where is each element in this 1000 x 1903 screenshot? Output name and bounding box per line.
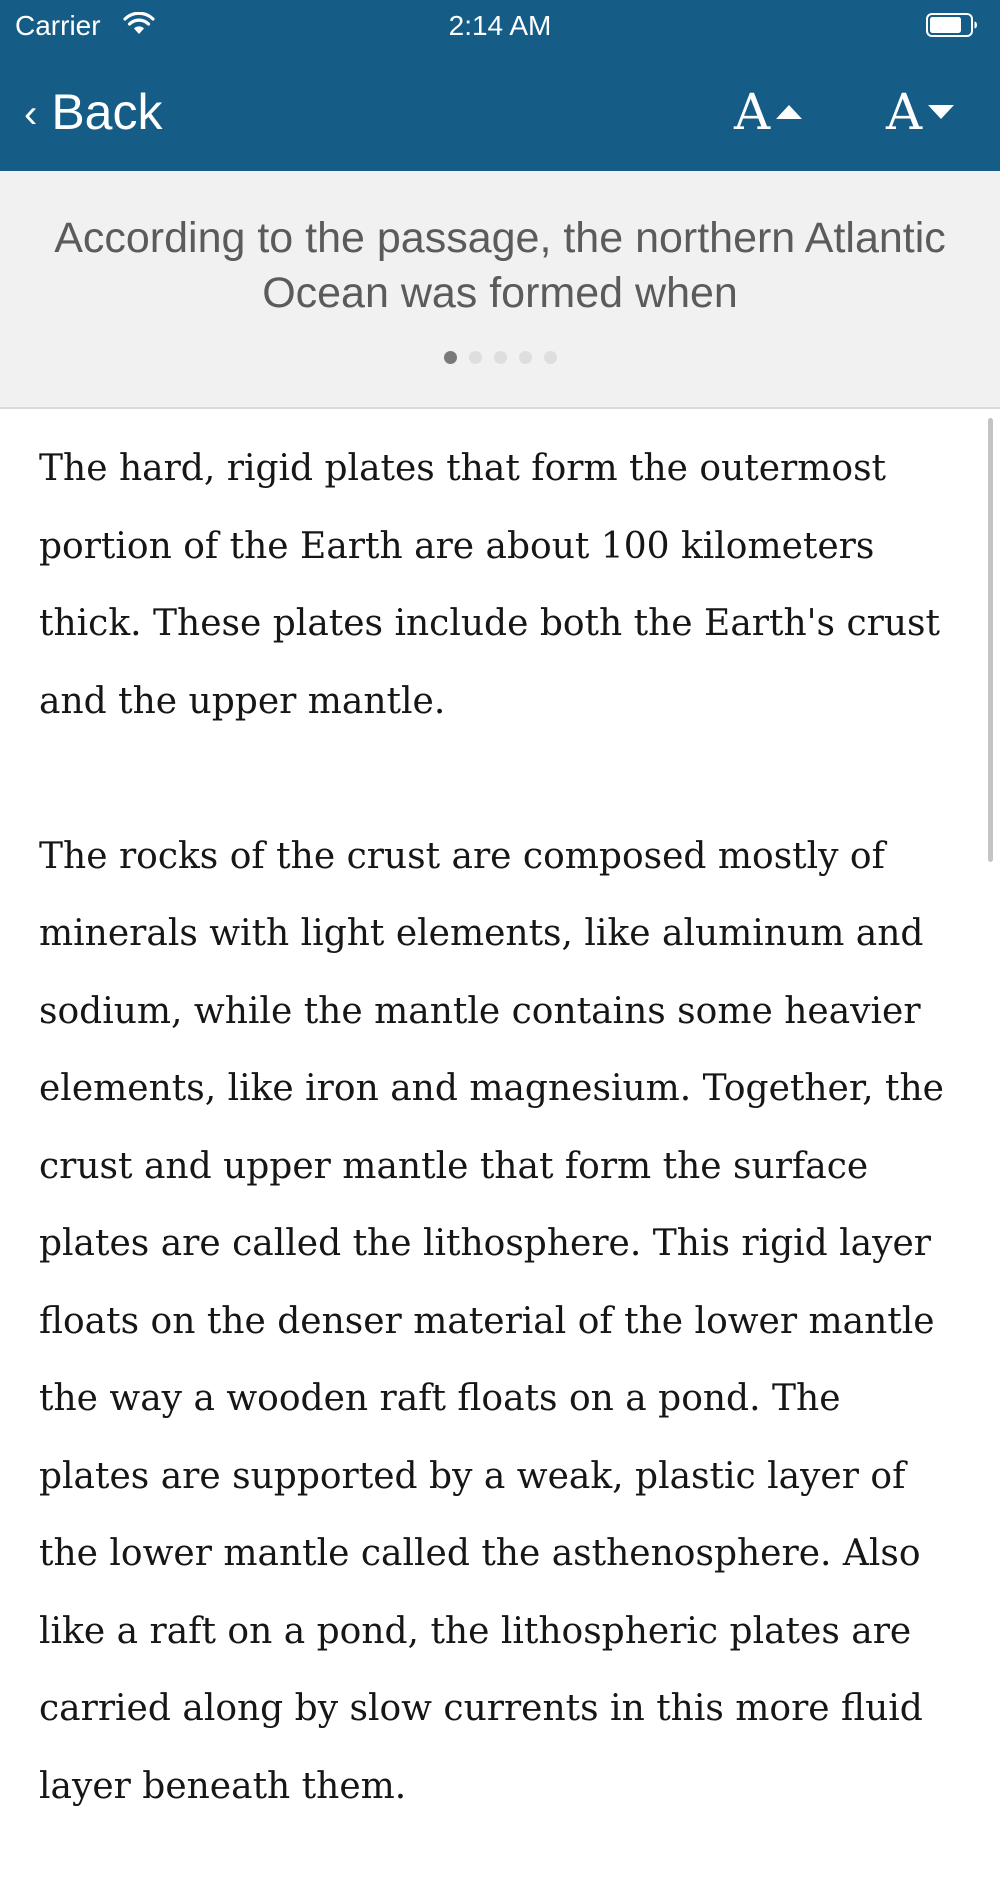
increase-font-label: A xyxy=(734,83,771,141)
decrease-font-label: A xyxy=(886,83,923,141)
back-label: Back xyxy=(51,84,163,140)
page-dot[interactable] xyxy=(494,351,507,364)
page-indicator[interactable] xyxy=(0,351,1000,364)
increase-font-button[interactable] xyxy=(734,78,802,146)
decrease-font-button[interactable] xyxy=(886,78,954,146)
scrollbar[interactable] xyxy=(988,418,993,862)
question-panel[interactable] xyxy=(0,171,1000,409)
carrier-label: Carrier xyxy=(15,10,101,41)
caret-down-icon xyxy=(928,105,954,119)
page-dot[interactable] xyxy=(469,351,482,364)
page-dot[interactable] xyxy=(544,351,557,364)
passage-paragraph: The hard, rigid plates that form the outermost portion of the Earth are about 100 kilometers thick. These plates include both the Earth's crust and the upper mantle. xyxy=(39,448,940,722)
status-bar xyxy=(0,0,1000,50)
question-text: According to the passage, the northern Atlantic Ocean was formed when xyxy=(54,214,946,317)
back-button[interactable] xyxy=(24,80,163,144)
chevron-left-icon: ‹ xyxy=(24,91,38,136)
caret-up-icon xyxy=(776,105,802,119)
page-dot[interactable] xyxy=(519,351,532,364)
toolbar xyxy=(0,72,1000,152)
navigation-bar xyxy=(0,0,1000,171)
battery-icon xyxy=(926,13,978,37)
clock: 2:14 AM xyxy=(448,10,552,41)
passage-paragraph: The rocks of the crust are composed mostly of minerals with light elements, like aluminum and sodium, while the mantle contains some heavier elements, like iron and magnesium. Together, the crust and upper mantle that form the surface plates are called the lithosphere. This rigid layer floats on the denser material of the lower mantle the way a wooden raft floats on a pond. The plates are supported by a weak, plastic layer of the lower mantle called the asthenosphere. Also like a raft on a pond, the lithospheric plates are carried along by slow currents in this more fluid layer beneath them. xyxy=(39,835,944,1807)
page-dot[interactable] xyxy=(444,351,457,364)
passage-text xyxy=(39,430,959,1903)
